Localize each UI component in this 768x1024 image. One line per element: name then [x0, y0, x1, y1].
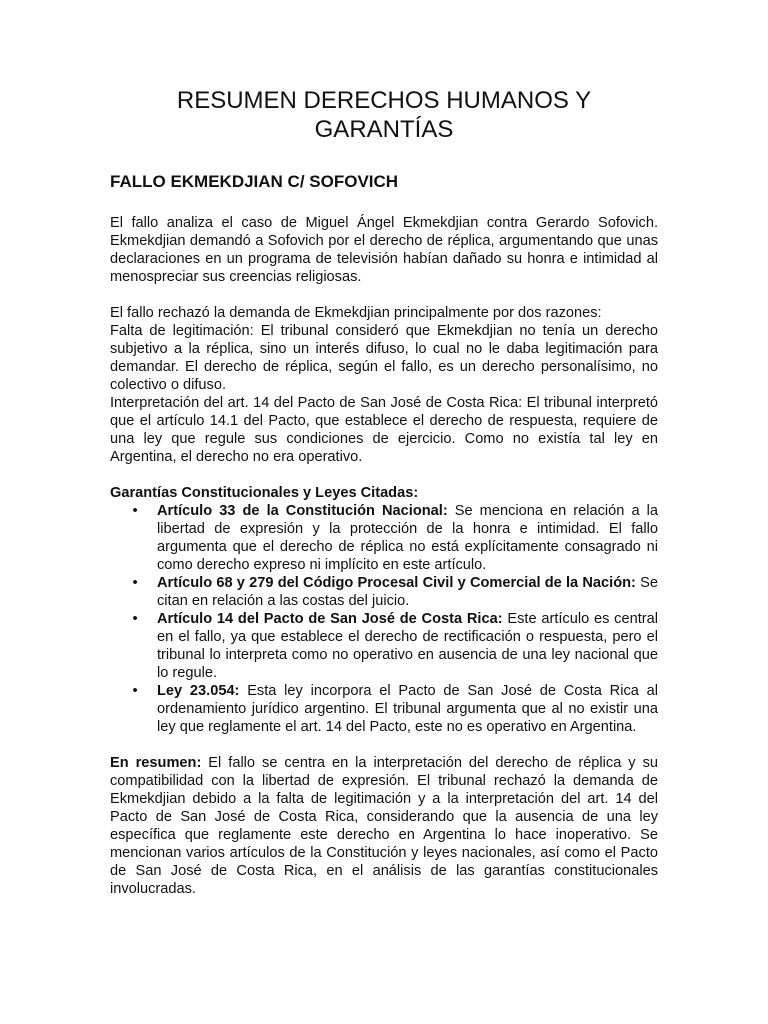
- paragraph-interpretation: Interpretación del art. 14 del Pacto de San José de Costa Rica: El tribunal interpretó que el artículo 14.1 del Pacto, que establece el derecho de respuesta, requiere de una ley que regule sus condiciones de ejercicio. Como no existía tal ley en Argentina, el derecho no era operativo.: [110, 395, 658, 465]
- section-heading: Garantías Constitucionales y Leyes Citadas:: [110, 485, 419, 501]
- paragraph-spacer: [110, 466, 658, 484]
- list-item-label: Ley 23.054:: [157, 683, 240, 699]
- paragraph-spacer: [110, 736, 658, 754]
- document-body: [110, 214, 658, 898]
- list-item-text: Este artículo es central en el fallo, ya que establece el derecho de rectificación o respuesta, pero el tribunal lo interpreta como no operativo en ausencia de una ley nacional que lo regule.: [157, 611, 658, 681]
- paragraph-spacer: [110, 286, 658, 304]
- list-item: [110, 574, 658, 610]
- summary-label: En resumen:: [110, 755, 202, 771]
- list-item-label: Artículo 33 de la Constitución Nacional:: [157, 503, 448, 519]
- list-item: [110, 502, 658, 574]
- bullet-marker: •: [132, 683, 138, 699]
- cited-laws-list: [110, 502, 658, 736]
- bullet-marker: •: [132, 611, 138, 627]
- list-item-text: Se citan en relación a las costas del juicio.: [157, 575, 658, 609]
- paragraph-intro: El fallo analiza el caso de Miguel Ángel Ekmekdjian contra Gerardo Sofovich. Ekmekdjian demandó a Sofovich por el derecho de réplica, argumentando que unas declaraciones en un programa de televisión habían dañado su honra e intimidad al menospreciar sus creencias religiosas.: [110, 215, 658, 285]
- bullet-marker: •: [132, 503, 138, 519]
- bullet-marker: •: [132, 575, 138, 591]
- list-item: [110, 610, 658, 682]
- list-item-text: Esta ley incorpora el Pacto de San José de Costa Rica al ordenamiento jurídico argentino. El tribunal argumenta que al no existir una ley que reglamente el art. 14 del Pacto, este no es operativo en Argentina.: [157, 683, 658, 735]
- paragraph-reasons-intro: El fallo rechazó la demanda de Ekmekdjian principalmente por dos razones:: [110, 305, 602, 321]
- list-item: [110, 682, 658, 736]
- summary-paragraph: [110, 754, 658, 898]
- list-item-label: Artículo 14 del Pacto de San José de Costa Rica:: [157, 611, 503, 627]
- document-subtitle: FALLO EKMEKDJIAN C/ SOFOVICH: [110, 172, 399, 191]
- list-item-label: Artículo 68 y 279 del Código Procesal Civil y Comercial de la Nación:: [157, 575, 636, 591]
- summary-text: El fallo se centra en la interpretación del derecho de réplica y su compatibilidad con la libertad de expresión. El tribunal rechazó la demanda de Ekmekdjian debido a la falta de legitimación y a la interpretación del art. 14 del Pacto de San José de Costa Rica, considerando que la ausencia de una ley específica que reglamente este derecho en Argentina lo hace inoperativo. Se mencionan varios artículos de la Constitución y leyes nacionales, así como el Pacto de San José de Costa Rica, en el análisis de las garantías constitucionales involucradas.: [110, 755, 658, 897]
- paragraph-legitimacy: Falta de legitimación: El tribunal consideró que Ekmekdjian no tenía un derecho subjetivo a la réplica, sino un interés difuso, lo cual no le daba legitimación para demandar. El derecho de réplica, según el fallo, es un derecho personalísimo, no colectivo o difuso.: [110, 323, 658, 393]
- document-title: RESUMEN DERECHOS HUMANOS Y GARANTÍAS: [176, 87, 592, 143]
- list-item-text: Se menciona en relación a la libertad de expresión y la protección de la honra e intimidad. El fallo argumenta que el derecho de réplica no está explícitamente consagrado ni como derecho expreso ni implícito en este artículo.: [157, 503, 658, 573]
